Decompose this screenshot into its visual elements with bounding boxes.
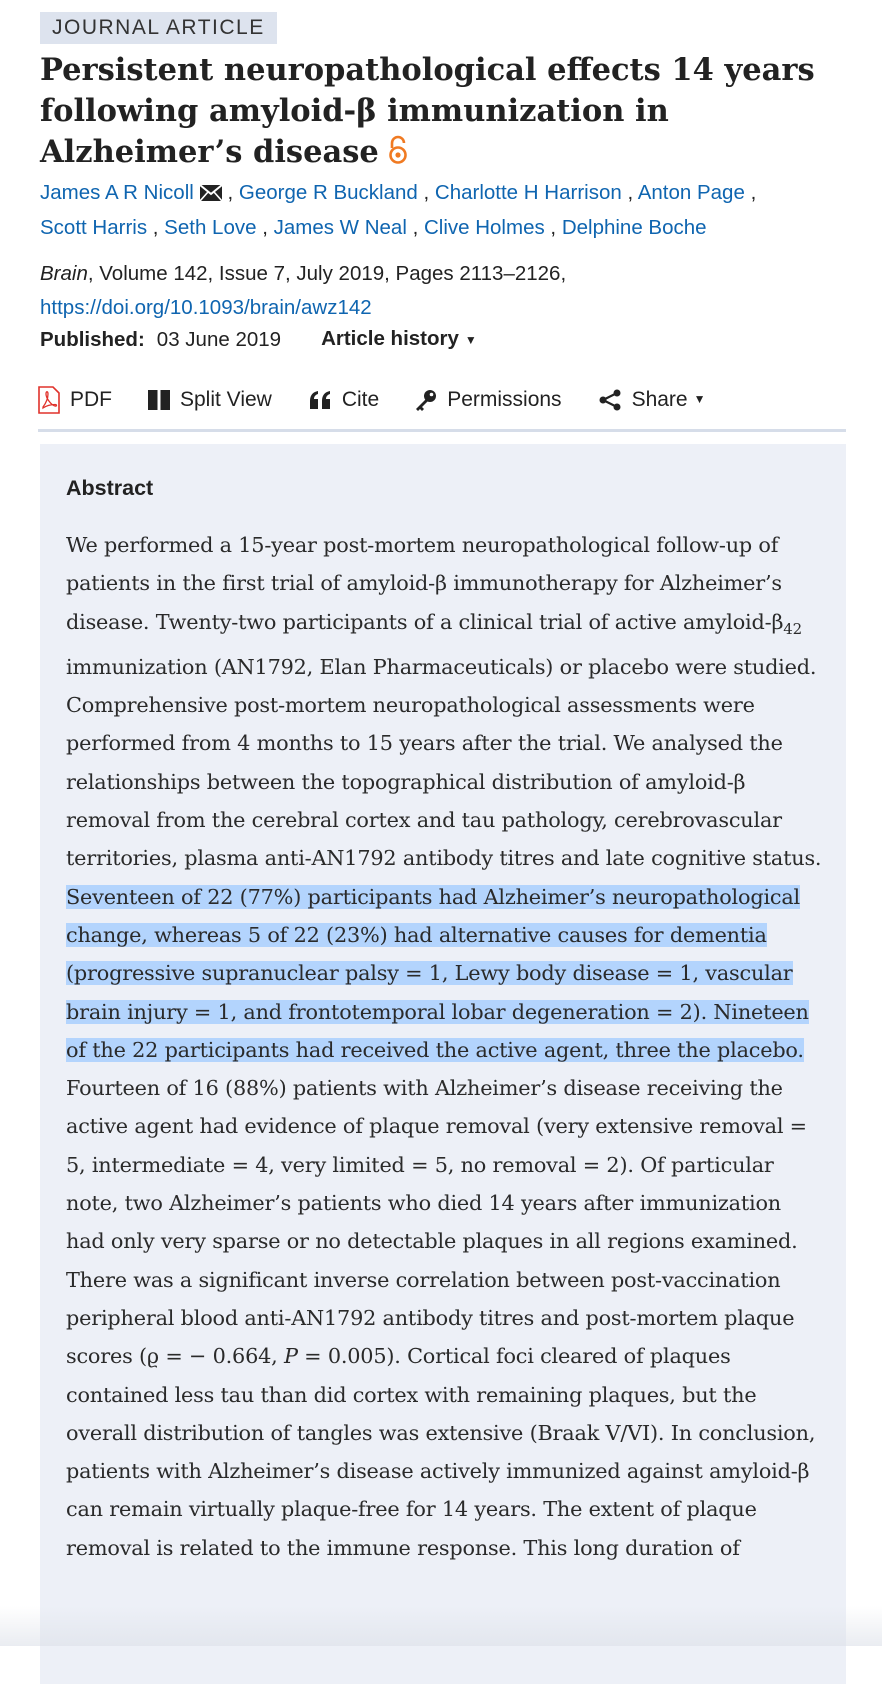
published-label: Published: — [40, 328, 145, 351]
bottom-fade-overlay — [0, 1606, 882, 1646]
author-link[interactable]: George R Buckland — [238, 181, 418, 204]
author-link[interactable]: James W Neal — [273, 216, 407, 239]
citation-details: , Volume 142, Issue 7, July 2019, Pages 2113–2126, — [87, 262, 567, 285]
subscript-42: 42 — [783, 619, 802, 638]
author-link[interactable]: Scott Harris — [40, 216, 148, 239]
key-icon — [415, 389, 437, 411]
split-view-button[interactable] — [148, 388, 272, 412]
author-link[interactable]: Anton Page — [637, 181, 745, 204]
pdf-icon — [38, 386, 60, 414]
text-selection-highlight[interactable]: Seventeen of 22 (77%) participants had Alzheimer’s neuropathological change, whereas 5 of 22 (23%) had alternative causes for dementia (progressive supranuclear palsy = 1, Lewy body disease = 1, vascular brain injury = 1, and frontotemporal lobar degeneration = 2). Nineteen of the 22 participants had received the active agent, three the placebo. — [66, 884, 809, 1062]
author-link[interactable]: James A R Nicoll — [40, 181, 194, 204]
author-link[interactable]: Charlotte H Harrison — [434, 181, 622, 204]
article-history-toggle[interactable] — [321, 325, 477, 355]
published-date: 03 June 2019 — [156, 328, 282, 351]
article-history-label: Article history — [321, 327, 459, 350]
abstract-text-part: immunization (AN1792, Elan Pharmaceuticals) or placebo were studied. Comprehensive post-mortem neuropathological assessments were performed from 4 months to 15 years after the trial. We analysed the relationships between the topographical distribution of amyloid-β removal from the cerebral cortex and tau pathology, cerebrovascular territories, plasma anti-AN1792 antibody titres and late cognitive status. — [66, 654, 822, 871]
abstract-text-part: We performed a 15-year post-mortem neuropathological follow-up of patients in the first trial of amyloid-β immunotherapy for Alzheimer’s disease. Twenty-two participants of a clinical trial of active amyloid-β — [66, 533, 784, 634]
split-view-icon — [148, 390, 170, 410]
author-link[interactable]: Clive Holmes — [423, 216, 545, 239]
citation-block — [40, 257, 840, 325]
permissions-button[interactable] — [415, 388, 561, 412]
caret-down-icon: ▼ — [693, 392, 706, 406]
abstract-text — [66, 526, 822, 1567]
caret-down-icon: ▼ — [464, 333, 477, 347]
split-view-label: Split View — [180, 388, 272, 411]
abstract-text-part: = 0.005). Cortical foci cleared of plaques contained less tau than did cortex with remaining plaques, but the overall distribution of tangles was extensive (Braak V/VI). In conclusion, patients with Alzheimer’s disease actively immunized against amyloid-β can remain virtually plaque-free for 14 years. The extent of plaque removal is related to the immune response. This long duration of — [66, 1344, 816, 1560]
journal-name: Brain — [40, 262, 88, 285]
doi-link[interactable]: https://doi.org/10.1093/brain/awz142 — [40, 296, 372, 319]
pdf-label: PDF — [70, 388, 112, 411]
article-title-text: Persistent neuropathological effects 14 years following amyloid-β immunization in Alzheimer’s disease — [40, 52, 815, 170]
toolbar-divider — [38, 429, 846, 432]
quote-icon — [308, 391, 332, 409]
publication-info — [40, 325, 477, 355]
abstract-text-part: Fourteen of 16 (88%) patients with Alzheimer’s disease receiving the active agent had evidence of plaque removal (very extensive removal = 5, intermediate = 4, very limited = 5, no removal = 2). Of particular note, two Alzheimer’s patients who died 14 years after immunization had only very sparse or no detectable plaques in all regions examined. There was a significant inverse correlation between post-vaccination peripheral blood anti-AN1792 antibody titres and post-mortem plaque scores (ϱ = − 0.664, — [66, 1076, 807, 1369]
p-value-symbol: P — [283, 1344, 298, 1369]
author-link[interactable]: Delphine Boche — [561, 216, 707, 239]
share-icon — [598, 389, 622, 411]
permissions-label: Permissions — [447, 388, 562, 411]
cite-button[interactable] — [308, 388, 379, 412]
author-list: James A R Nicoll , George R Buckland , Charlotte H Harrison , Anton Page , Scott Harris , Seth Love , James W Neal , Clive Holmes , Delphine Boche — [40, 176, 840, 244]
share-button[interactable] — [598, 388, 706, 412]
article-title — [40, 50, 840, 176]
abstract-heading: Abstract — [66, 476, 154, 500]
open-access-lock-icon — [387, 135, 409, 176]
envelope-icon[interactable] — [200, 178, 222, 211]
article-toolbar — [38, 386, 742, 414]
cite-label: Cite — [341, 388, 380, 411]
author-link[interactable]: Seth Love — [164, 216, 257, 239]
share-label: Share — [631, 388, 688, 411]
article-type-badge: JOURNAL ARTICLE — [40, 12, 277, 44]
pdf-button[interactable] — [38, 386, 112, 414]
